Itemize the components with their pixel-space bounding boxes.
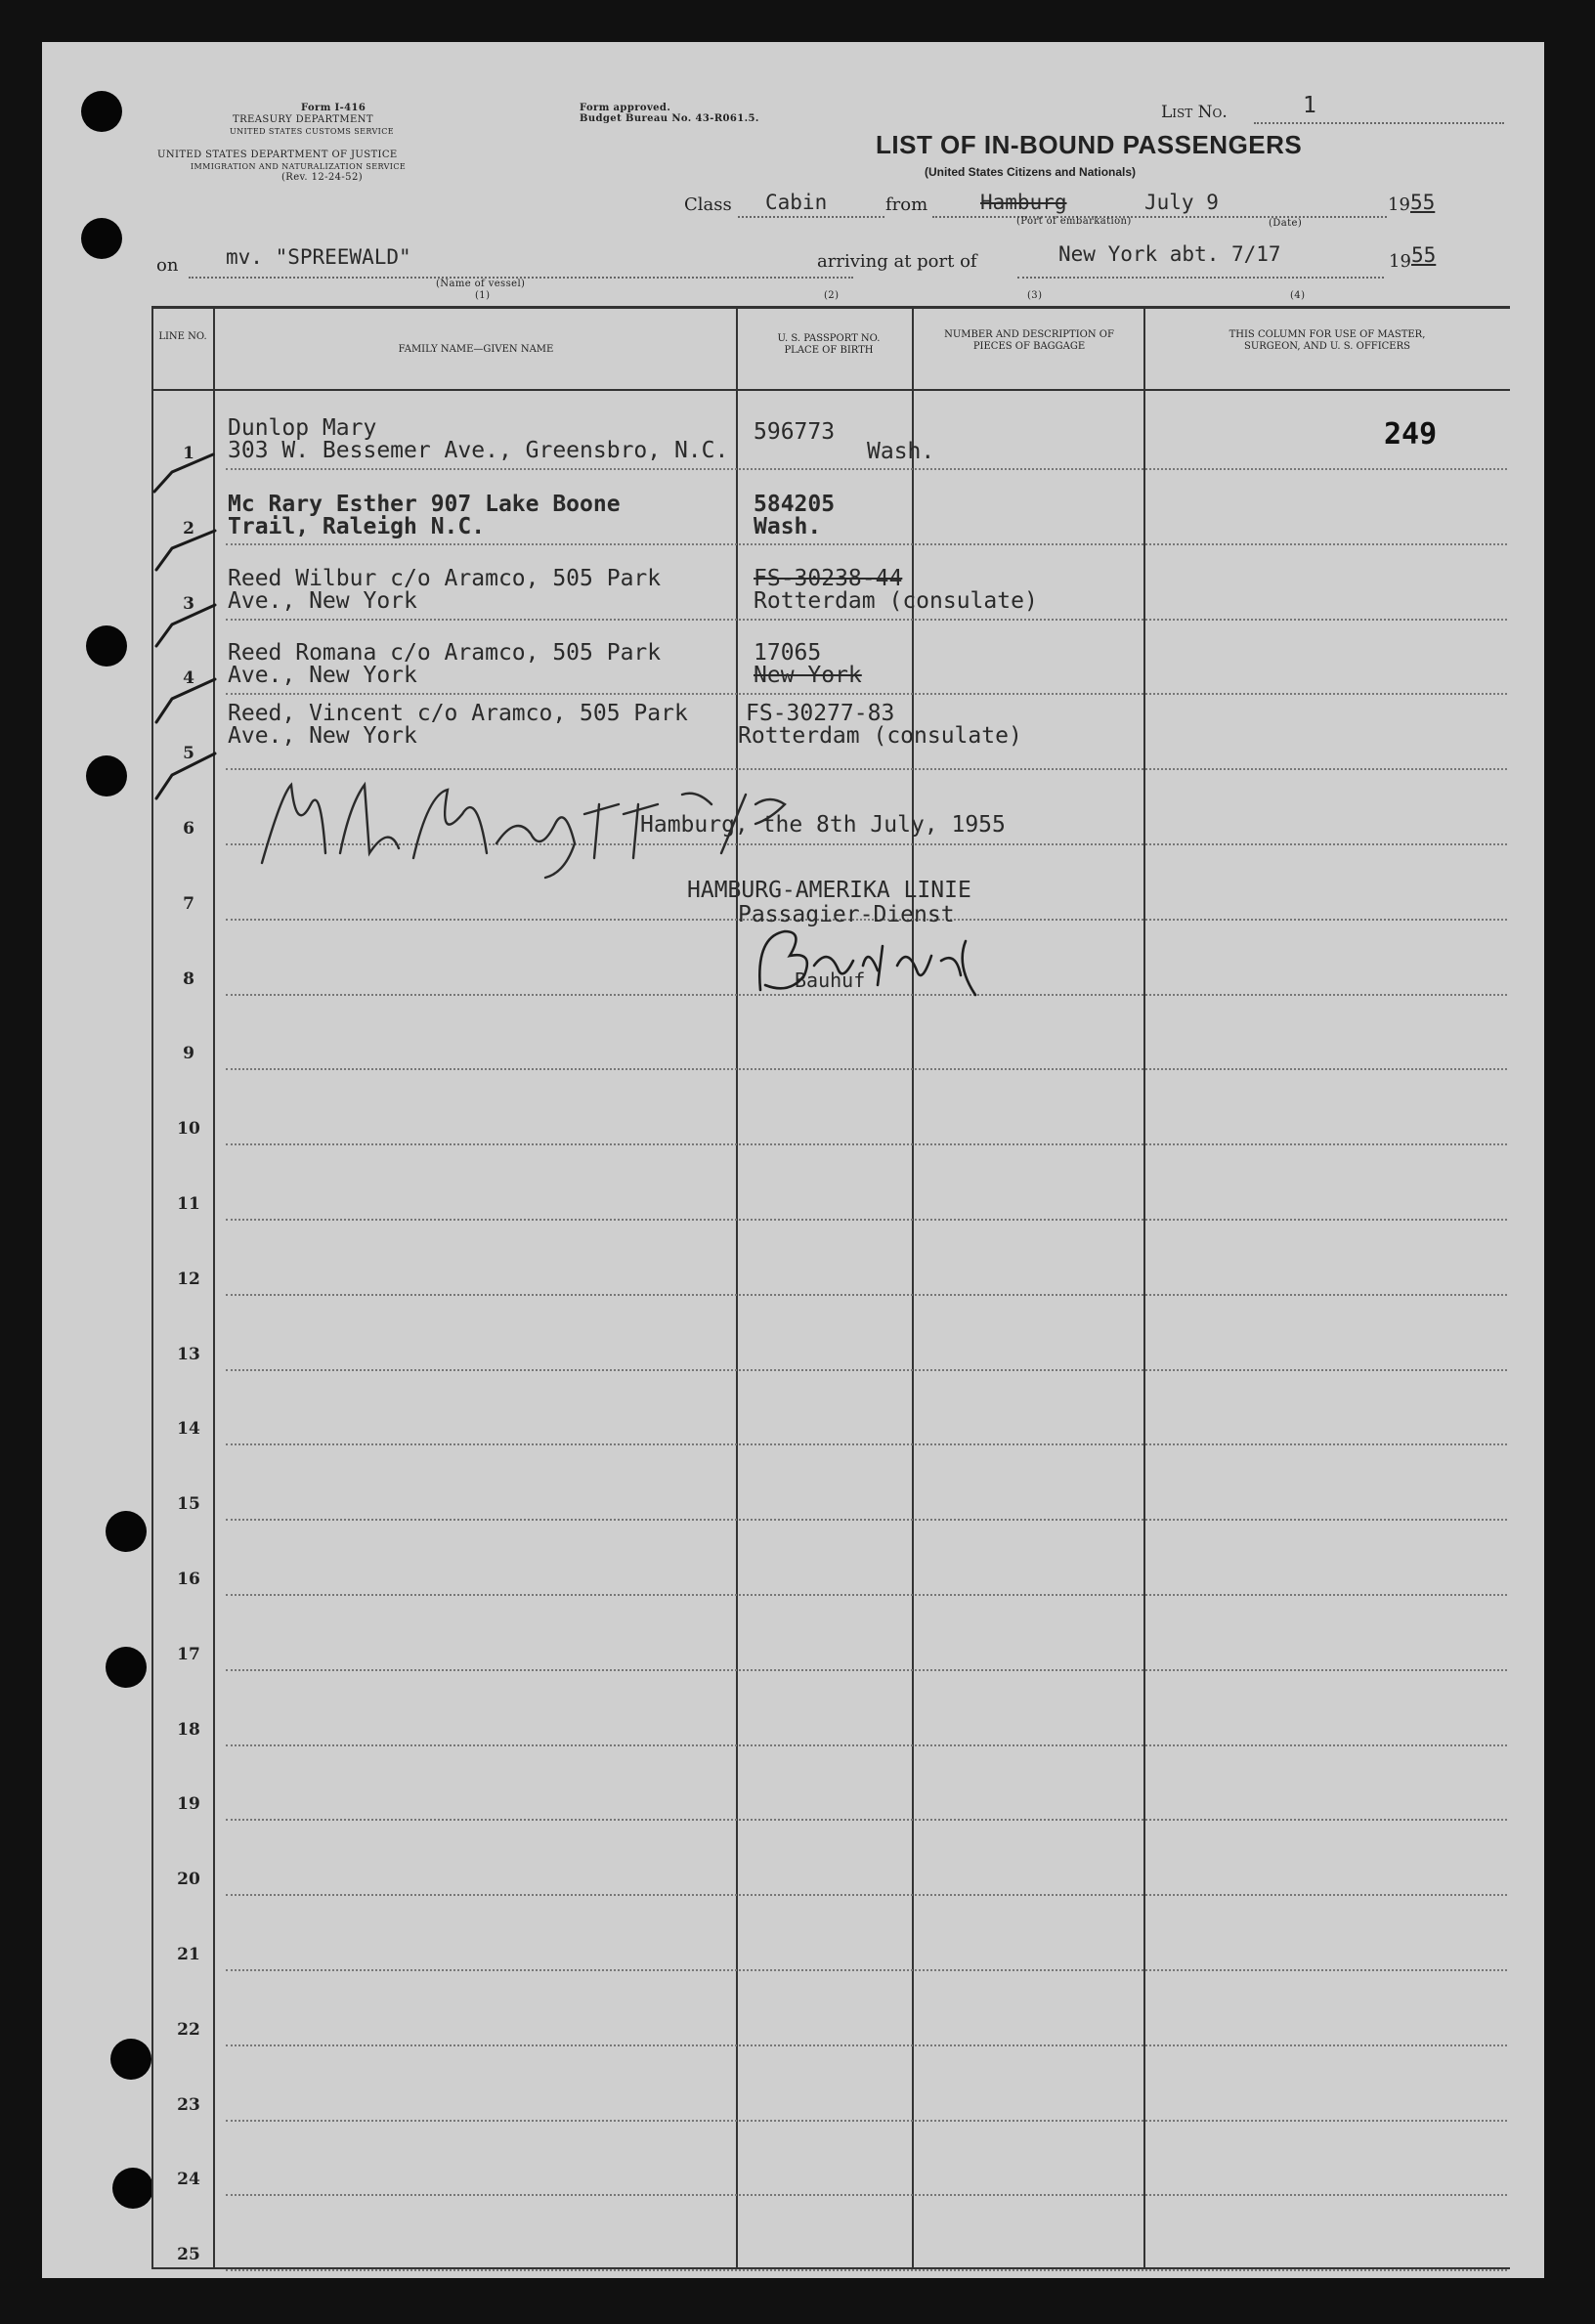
list-number-value: 1 xyxy=(1303,93,1316,118)
column-caption-4: (4) xyxy=(1290,290,1306,301)
passenger-5-passport: FS-30277-83 xyxy=(746,701,895,726)
punch-hole xyxy=(106,1647,147,1688)
year-value-a: 55 xyxy=(1410,191,1436,214)
column-divider-officers xyxy=(1143,306,1145,2269)
passenger-3-address: Ave., New York xyxy=(228,588,417,614)
line-number: 21 xyxy=(177,1945,200,1964)
embarkation-port: Hamburg xyxy=(980,191,1067,214)
row-divider xyxy=(226,2194,1507,2196)
check-mark xyxy=(156,753,215,798)
row-divider xyxy=(226,693,1507,695)
check-mark xyxy=(156,605,215,646)
row-divider xyxy=(226,1219,1507,1221)
punch-hole xyxy=(86,625,127,667)
line-number: 12 xyxy=(177,1269,200,1289)
row-divider xyxy=(226,543,1507,545)
passenger-5-address: Ave., New York xyxy=(228,723,417,749)
row-divider xyxy=(226,619,1507,621)
row-divider xyxy=(226,1669,1507,1671)
line-number: 24 xyxy=(177,2170,200,2190)
line-number: 1 xyxy=(183,444,194,463)
list-number-field xyxy=(1254,103,1504,124)
passenger-4-birth: New York xyxy=(754,663,862,688)
column-divider-passport xyxy=(736,306,738,2269)
row-divider xyxy=(226,2044,1507,2046)
class-value: Cabin xyxy=(765,191,828,214)
line-number: 9 xyxy=(183,1044,194,1064)
customs-service: UNITED STATES CUSTOMS SERVICE xyxy=(230,127,394,136)
line-number: 15 xyxy=(177,1494,200,1515)
row-divider xyxy=(226,1143,1507,1145)
column-caption-1: (1) xyxy=(475,290,491,301)
line-number: 2 xyxy=(183,518,194,538)
passenger-2-birth: Wash. xyxy=(754,514,822,539)
column-caption-3: (3) xyxy=(1027,290,1043,301)
passenger-1-address: 303 W. Bessemer Ave., Greensbro, N.C. xyxy=(228,438,729,463)
vessel-name: mv. "SPREEWALD" xyxy=(226,245,411,269)
closing-department: Passagier-Dienst xyxy=(738,902,955,927)
from-label: from xyxy=(885,194,928,215)
embarkation-date: July 9 xyxy=(1144,191,1219,214)
row-divider xyxy=(226,1819,1507,1821)
passenger-4-address: Ave., New York xyxy=(228,663,417,688)
line-number: 3 xyxy=(183,593,194,614)
passenger-1-birth: Wash. xyxy=(867,439,935,464)
punch-hole xyxy=(81,218,122,259)
arrival-port: New York abt. 7/17 xyxy=(1058,242,1281,266)
passenger-4-passport: 17065 xyxy=(754,640,822,666)
table-header-rule xyxy=(151,389,1510,391)
row-divider xyxy=(226,2269,1507,2271)
passenger-3-passport: FS-30238-44 xyxy=(754,566,903,591)
passenger-4-name: Reed Romana c/o Aramco, 505 Park xyxy=(228,640,662,666)
manifest-sheet xyxy=(42,42,1544,2278)
header-name: FAMILY NAME—GIVEN NAME xyxy=(398,344,554,355)
class-label: Class xyxy=(684,194,732,215)
punch-hole xyxy=(112,2168,153,2209)
punch-hole xyxy=(106,1511,147,1552)
page-title: LIST OF IN-BOUND PASSENGERS xyxy=(876,130,1303,159)
row-divider xyxy=(226,1519,1507,1521)
passenger-1-passport: 596773 xyxy=(754,419,836,445)
revision-date: (Rev. 12-24-52) xyxy=(281,172,364,183)
check-marks xyxy=(145,433,262,843)
passenger-5-birth: Rotterdam (consulate) xyxy=(738,723,1022,749)
line-number: 13 xyxy=(177,1344,200,1364)
row-divider xyxy=(226,1894,1507,1896)
header-baggage: NUMBER AND DESCRIPTION OF PIECES OF BAGGAGE xyxy=(944,329,1114,352)
line-number: 6 xyxy=(183,819,194,839)
column-caption-2: (2) xyxy=(824,290,840,301)
date-caption: (Date) xyxy=(1269,218,1303,229)
check-mark xyxy=(156,679,215,722)
line-number: 14 xyxy=(177,1419,200,1440)
page-subtitle: (United States Citizens and Nationals) xyxy=(925,165,1137,179)
row-divider xyxy=(226,1744,1507,1746)
passenger-5-name: Reed, Vincent c/o Aramco, 505 Park xyxy=(228,701,688,726)
line-number: 5 xyxy=(183,744,194,764)
table-top-border xyxy=(151,306,1510,309)
line-number: 22 xyxy=(177,2019,200,2040)
row-divider xyxy=(226,468,1507,470)
check-mark xyxy=(154,454,213,492)
budget-bureau: Budget Bureau No. 43-R061.5. xyxy=(580,113,759,124)
punch-hole xyxy=(86,755,127,796)
passenger-1-name: Dunlop Mary xyxy=(228,415,377,441)
closing-company: HAMBURG-AMERIKA LINIE xyxy=(687,878,971,903)
line-number: 25 xyxy=(177,2245,200,2265)
passenger-2-passport: 584205 xyxy=(754,492,836,517)
passenger-2-address: Trail, Raleigh N.C. xyxy=(228,514,486,539)
department-of-justice: UNITED STATES DEPARTMENT OF JUSTICE xyxy=(157,150,398,160)
year-prefix-a: 19 xyxy=(1388,194,1410,215)
row-divider xyxy=(226,2120,1507,2122)
row-divider xyxy=(226,1594,1507,1596)
list-number-label: List No. xyxy=(1161,103,1228,122)
punch-hole xyxy=(81,91,122,132)
year-prefix-b: 19 xyxy=(1389,251,1411,272)
line-number: 20 xyxy=(177,1870,200,1890)
form-number: Form I-416 xyxy=(301,103,366,113)
line-number: 18 xyxy=(177,1719,200,1740)
passenger-3-name: Reed Wilbur c/o Aramco, 505 Park xyxy=(228,566,662,591)
row-divider xyxy=(226,1443,1507,1445)
row-divider xyxy=(226,1369,1507,1371)
closing-signer: Bauhuf xyxy=(795,968,866,992)
line-number: 7 xyxy=(183,893,194,914)
arriving-label: arriving at port of xyxy=(817,251,977,272)
line-number: 19 xyxy=(177,1794,200,1815)
row-divider xyxy=(226,1969,1507,1971)
passenger-2-name: Mc Rary Esther 907 Lake Boone xyxy=(228,492,621,517)
port-caption: (Port of embarkation) xyxy=(1016,216,1132,227)
closing-place-date: Hamburg, the 8th July, 1955 xyxy=(640,812,1006,838)
form-approved: Form approved. xyxy=(580,103,671,113)
header-passport: U. S. PASSPORT NO. PLACE OF BIRTH xyxy=(777,333,881,356)
row-divider xyxy=(226,1068,1507,1070)
header-line-no: LINE NO. xyxy=(158,331,207,342)
on-label: on xyxy=(156,255,179,276)
row-divider xyxy=(226,1294,1507,1296)
line-number: 16 xyxy=(177,1570,200,1589)
line-number: 4 xyxy=(183,668,194,689)
treasury-department: TREASURY DEPARTMENT xyxy=(233,114,373,125)
punch-hole xyxy=(110,2039,151,2080)
line-number: 23 xyxy=(177,2094,200,2115)
signer-signature xyxy=(746,917,1000,1005)
header-officers: THIS COLUMN FOR USE OF MASTER, SURGEON, AND U. S. OFFICERS xyxy=(1229,329,1426,352)
passenger-3-birth: Rotterdam (consulate) xyxy=(754,588,1038,614)
line-number: 11 xyxy=(177,1194,200,1214)
vessel-caption: (Name of vessel) xyxy=(436,279,526,289)
line-number: 17 xyxy=(177,1644,200,1664)
line-number: 10 xyxy=(177,1119,200,1140)
check-mark xyxy=(156,531,215,570)
year-value-b: 55 xyxy=(1411,243,1437,267)
ins-label: IMMIGRATION AND NATURALIZATION SERVICE xyxy=(191,162,407,171)
passenger-1-note: 249 xyxy=(1384,417,1438,452)
line-number: 8 xyxy=(183,968,194,989)
